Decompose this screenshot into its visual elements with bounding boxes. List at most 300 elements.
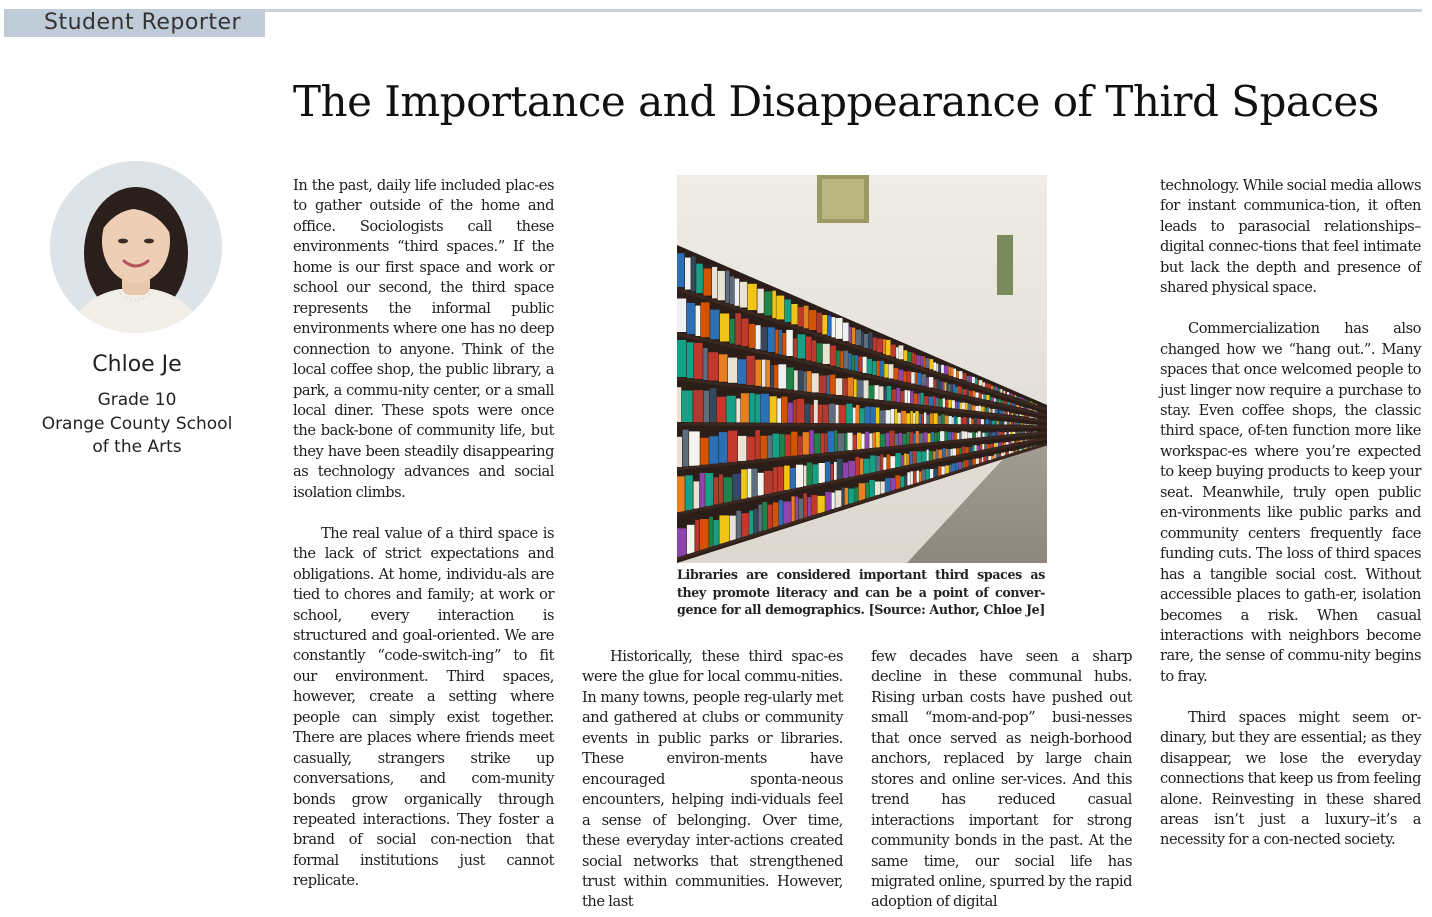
book-spine [1002,421,1004,424]
book-spine [762,502,767,531]
book-spine [887,386,892,401]
book-spine [901,411,906,424]
book-spine [997,421,999,424]
book-spine [899,345,904,359]
book-spine [740,282,747,308]
book-spine [951,449,953,456]
book-spine [956,448,959,454]
book-spine [796,465,803,488]
book-spine [773,467,777,492]
book-spine [855,457,859,476]
book-spine [1029,432,1030,433]
book-spine [991,397,994,401]
book-spine [948,432,951,440]
book-spine [1008,402,1010,405]
book-spine [720,314,729,342]
book-spine [944,366,948,375]
book-spine [840,351,843,368]
book-spine [848,489,854,504]
book-spine [998,453,999,457]
book-spine [747,469,751,498]
book-spine [853,435,857,450]
book-spine [767,435,772,458]
book-spine [1016,405,1017,407]
book-spine [687,342,694,378]
book-spine [943,398,945,407]
book-spine [958,417,961,424]
book-spine [958,462,961,470]
book-spine [901,476,905,487]
book-spine [958,386,962,394]
book-spine [937,379,939,389]
book-spine [682,391,693,423]
book-spine [972,432,974,438]
book-spine [987,407,989,412]
book-spine [857,380,863,397]
book-spine [969,447,973,452]
book-spine [991,456,994,460]
article-column-1 [293,176,554,892]
book-spine [1017,450,1019,452]
book-spine [756,325,761,349]
photo-caption: Libraries are considered important third spaces as they promote literacy and can be a point of conver-gence for all demographics. [Source: Author, Chloe Je] [677,567,1045,617]
author-details [20,389,254,460]
section-label: Student Reporter [4,9,265,37]
book-spine [936,364,938,372]
book-spine [855,487,859,501]
book-spine [921,374,926,385]
book-spine [1021,423,1023,424]
book-spine [978,406,981,412]
book-spine [861,434,864,449]
book-spine [942,382,944,391]
book-spine [836,378,843,395]
book-spine [984,444,986,449]
book-spine [828,431,835,452]
book-spine [760,436,767,459]
book-spine [758,505,762,532]
book-spine [975,378,977,384]
book-spine [792,496,795,521]
book-spine [810,405,813,423]
book-spine [696,306,701,336]
book-spine [930,413,933,424]
book-spine [942,414,945,424]
paragraph-1: In the past, daily life included plac-es to gather outside of the home and office. Sociologists call these environments “third spaces.” If the home is our first space and work or school our second, the third space represents the informal public environments where one has no deep connection to anyone. Think of the local coffee shop, the public library, a park, a commu-nity center, or a small local diner. These spots were once the back-bone of community life, but they have been steadily disappearing as technology advances and social isolation climbs. [293,177,554,501]
book-spine [858,356,862,372]
book-spine [872,361,876,375]
book-spine [1002,432,1005,435]
book-spine [952,464,956,472]
book-spine [1015,395,1016,397]
book-spine [933,451,936,459]
book-spine [798,307,803,326]
book-spine [880,481,884,493]
book-spine [975,392,978,397]
book-spine [903,371,906,382]
book-spine [817,496,824,513]
book-spine [719,354,728,382]
book-spine [733,474,741,501]
book-spine [999,421,1002,425]
book-spine [1019,397,1021,399]
book-spine [906,413,910,424]
book-spine [1018,414,1020,416]
book-spine [973,391,976,397]
book-spine [843,323,849,342]
book-spine [786,330,793,356]
paragraph-3-part-1: Historically, these third spac-es were the glue for local commu-nities. In many towns, people reg-ularly met and gathered at clubs or community events in public parks or libraries. These environ-ments have encouraged sponta-neous encounters, helping indi-viduals feel a sense of belonging. Over time, these everyday inter-actions created social networks that strengthened trust within communities. However, the last [582,648,843,911]
book-spine [956,387,958,393]
book-spine [924,396,929,405]
book-spine [1026,408,1028,409]
book-spine [1022,407,1023,408]
book-spine [728,431,738,462]
book-spine [916,431,919,443]
book-spine [1011,422,1012,424]
book-spine [943,448,946,457]
book-spine [934,379,937,388]
book-spine [1003,401,1005,404]
book-spine [972,405,975,410]
book-spine [1030,409,1032,410]
book-spine [1009,451,1012,454]
book-spine [976,433,978,438]
book-spine [989,408,990,412]
book-spine [938,450,942,459]
book-spine [977,419,979,425]
book-spine [701,302,710,337]
book-spine [992,421,995,425]
book-spine [842,487,845,505]
book-spine [921,356,923,367]
book-spine [1007,452,1009,455]
book-spine [1026,448,1028,449]
book-spine [986,395,989,400]
book-spine [904,476,907,487]
book-spine [809,310,816,330]
book-spine [849,353,852,370]
book-spine [967,389,969,395]
author-name: Chloe Je [92,352,182,377]
book-spine [875,482,880,496]
book-spine [1016,423,1017,425]
book-spine [992,444,993,447]
book-spine [894,368,899,380]
book-spine [865,483,869,499]
book-spine [895,475,900,489]
book-spine [694,343,703,379]
book-spine [901,455,904,466]
book-spine [877,361,880,376]
book-spine [798,334,806,358]
book-spine [948,367,950,376]
book-spine [994,443,996,447]
book-spine [863,357,867,373]
book-spine [843,379,848,396]
book-spine [1030,402,1032,403]
paragraph-3-part-2: few decades have seen a sharp decline in these communal hubs. Rising urban costs have pushed out small “mom-and-pop” busi-nesses that once served as neigh-borhood anchors, replaced by large chain stores and online ser-vices. And this trend has reduced casual interactions important for strong community bonds in the past. At the same time, our social life has migrated online, spurred by the rapid adoption of digital [871,648,1132,911]
book-spine [919,472,921,482]
book-spine [964,432,967,439]
book-spine [685,258,691,290]
book-spine [704,391,709,423]
book-spine [852,328,855,345]
book-spine [924,432,928,442]
book-spine [1013,413,1015,415]
book-spine [976,459,979,465]
book-spine [860,459,863,475]
book-spine [964,460,965,468]
book-spine [1027,416,1028,417]
book-spine [921,414,923,424]
book-spine [764,291,772,315]
book-spine [1025,408,1027,409]
book-spine [700,438,708,465]
book-spine [1025,440,1027,441]
book-spine [837,459,843,479]
book-spine [1012,394,1013,396]
book-spine [677,387,681,422]
book-spine [996,399,999,402]
book-spine [714,477,719,504]
book-spine [735,279,740,306]
paragraph-3-part-3: technology. While social media allows for instant communica-tion, it often leads to parasocial relationships–digital connec-tions that feel intimate but lack the depth and presence of shared physical space. [1160,177,1421,297]
book-spine [861,332,863,348]
book-spine [1007,422,1010,425]
book-spine [918,394,920,405]
book-spine [827,316,831,337]
book-spine [1010,422,1011,424]
book-spine [836,351,840,368]
book-spine [967,418,970,424]
book-spine [890,431,895,446]
book-spine [876,408,880,424]
book-spine [909,451,912,464]
book-spine [687,525,695,554]
book-spine [708,352,718,380]
book-spine [813,464,819,484]
book-spine [974,433,976,438]
book-spine [1023,432,1025,433]
book-spine [730,516,736,541]
book-spine [981,419,984,424]
book-spine [749,324,755,348]
book-spine [907,371,911,382]
book-spine [1020,432,1021,433]
book-spine [995,409,997,413]
book-spine [774,365,778,388]
book-spine [923,356,925,367]
book-spine [963,417,967,424]
book-spine [696,264,703,294]
book-spine [832,317,836,337]
book-spine [984,457,986,462]
book-spine [845,433,848,450]
book-spine [778,467,784,492]
book-spine [1009,442,1011,444]
book-spine [934,413,938,424]
book-spine [677,340,686,377]
book-spine [843,351,848,369]
book-spine [876,456,880,471]
book-spine [980,444,982,450]
book-spine [989,420,992,424]
book-spine [864,334,868,348]
book-spine [1009,432,1010,434]
book-spine [791,304,797,324]
book-spine [803,493,807,517]
book-spine [896,388,900,402]
book-spine [983,395,986,400]
book-spine [969,391,971,397]
book-spine [998,389,1001,392]
book-spine [857,433,861,450]
book-spine [961,418,963,424]
book-spine [898,433,902,445]
author-school-line-2: of the Arts [92,437,182,457]
book-spine [1000,443,1002,446]
book-spine [1022,440,1024,441]
book-spine [895,409,898,424]
book-spine [797,399,805,423]
book-spine [747,437,755,460]
book-spine [677,437,682,467]
book-spine [738,359,746,384]
book-spine [804,306,809,329]
book-spine [891,409,894,424]
book-spine [899,370,904,381]
book-spine [782,397,788,423]
book-spine [961,403,965,410]
book-spine [855,355,858,371]
book-spine [822,315,827,334]
book-spine [761,394,769,423]
book-spine [793,338,797,357]
book-spine [972,377,975,383]
book-spine [890,478,895,491]
book-spine [794,370,798,390]
book-spine [856,330,861,346]
book-spine [895,434,898,446]
book-spine [880,361,884,377]
book-spine [962,388,963,394]
book-spine [1006,402,1008,405]
book-spine [886,340,891,355]
book-spine [907,454,909,465]
book-spine [911,353,914,364]
book-spine [856,405,859,423]
book-spine [876,432,880,447]
book-spine [985,408,987,412]
book-spine [779,500,783,525]
book-spine [911,372,915,383]
book-spine [1030,424,1032,425]
book-spine [948,400,952,408]
book-spine [1016,441,1017,443]
book-spine [1001,453,1004,457]
book-spine [988,432,989,437]
book-spine [1028,439,1030,440]
book-spine [929,397,934,406]
book-spine [934,396,936,406]
book-spine [919,414,921,424]
book-spine [782,333,786,355]
book-spine [703,269,711,296]
book-spine [804,466,807,487]
book-spine [799,499,803,519]
book-spine [885,478,890,492]
book-spine [814,400,818,423]
book-spine [1001,411,1003,414]
book-spine [999,399,1001,403]
book-spine [1002,390,1003,393]
book-spine [790,468,795,489]
book-spine [1022,415,1024,416]
book-spine [967,376,969,382]
book-spine [1015,404,1017,406]
book-spine [677,299,686,333]
book-spine [709,436,718,464]
book-spine [1023,423,1024,424]
book-spine [933,362,936,370]
book-spine [969,418,971,424]
book-spine [1018,397,1020,399]
book-spine [843,463,848,478]
book-spine [1024,415,1026,416]
book-spine [770,396,777,422]
article-column-3 [871,647,1132,913]
book-spine [913,451,917,464]
book-spine [910,471,913,484]
article-headline: The Importance and Disappearance of Third Spaces [293,77,1379,126]
book-spine [1005,452,1006,454]
book-spine [971,419,973,424]
book-spine [925,469,929,480]
book-spine [917,356,921,366]
book-spine [993,386,995,390]
book-spine [1015,414,1016,416]
book-spine [902,434,906,445]
book-spine [1014,422,1016,424]
book-spine [973,445,975,451]
article-photo [677,175,1047,563]
book-spine [755,360,761,386]
book-spine [945,382,947,390]
book-spine [778,364,786,388]
book-spine [677,528,686,557]
book-spine [884,387,887,400]
book-spine [971,391,973,397]
header-rule [265,9,1422,12]
book-spine [917,471,920,483]
book-spine [984,420,986,425]
book-spine [868,332,872,349]
book-spine [948,449,951,457]
book-spine [830,375,835,395]
book-spine [913,413,915,424]
book-spine [694,481,700,508]
book-spine [983,382,986,386]
book-spine [1018,432,1020,434]
book-spine [879,386,883,400]
book-spine [979,393,982,399]
book-spine [1000,432,1002,435]
book-spine [809,430,814,454]
book-spine [1028,409,1030,410]
book-spine [867,359,872,374]
book-spine [755,394,760,422]
